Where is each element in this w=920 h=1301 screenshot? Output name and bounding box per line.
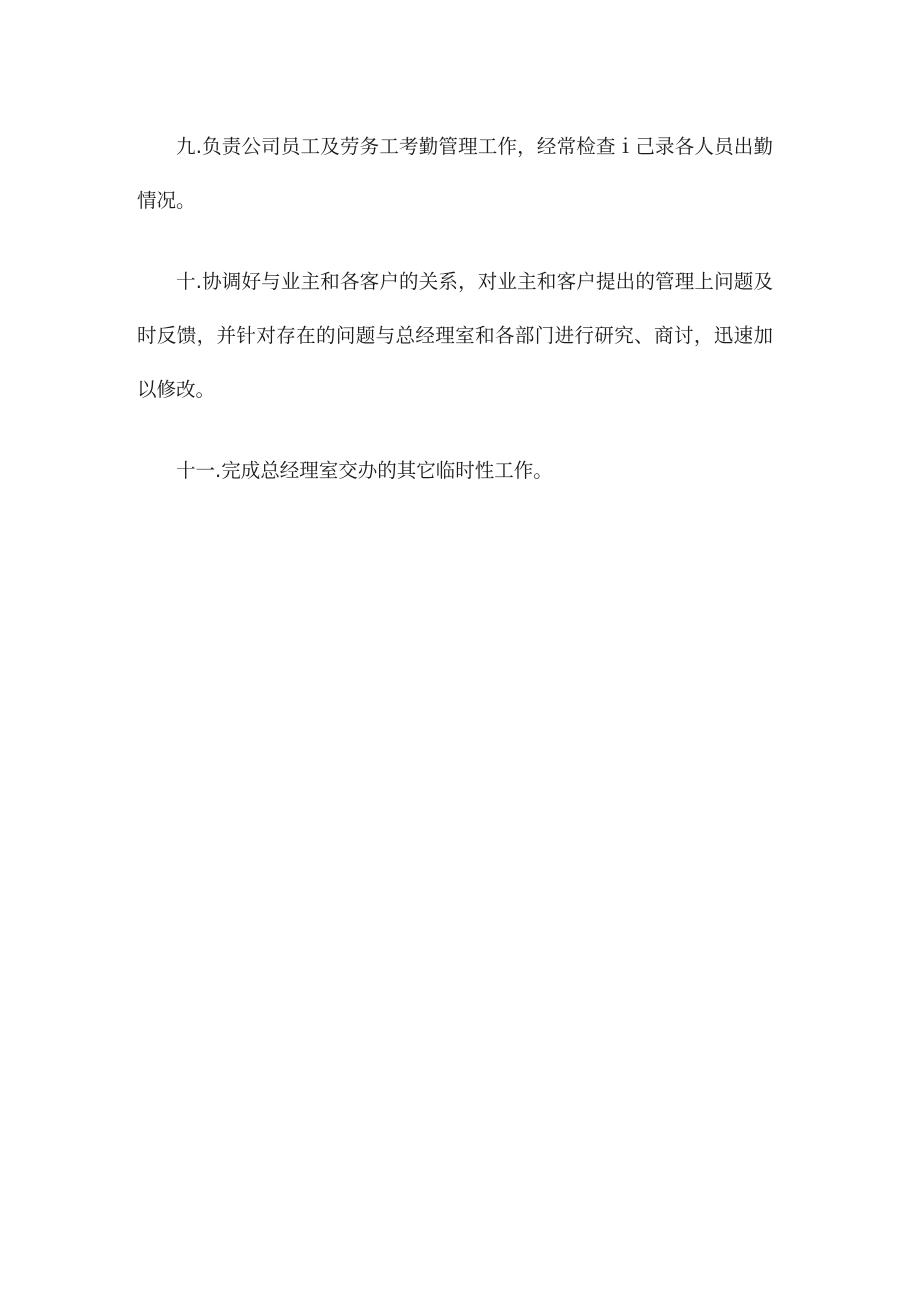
paragraph-10: 十.协调好与业主和各客户的关系，对业主和客户提出的管理上问题及时反馈，并针对存在的问题与总经理室和各部门进行研究、商讨，迅速加以修改。 <box>137 270 773 401</box>
paragraph-11: 十一.完成总经理室交办的其它临时性工作。 <box>176 459 553 482</box>
paragraph-9: 九.负责公司员工及劳务工考勤管理工作，经常检查ｉ己录各人员出勤情况。 <box>137 135 773 212</box>
document-body <box>137 120 773 525</box>
